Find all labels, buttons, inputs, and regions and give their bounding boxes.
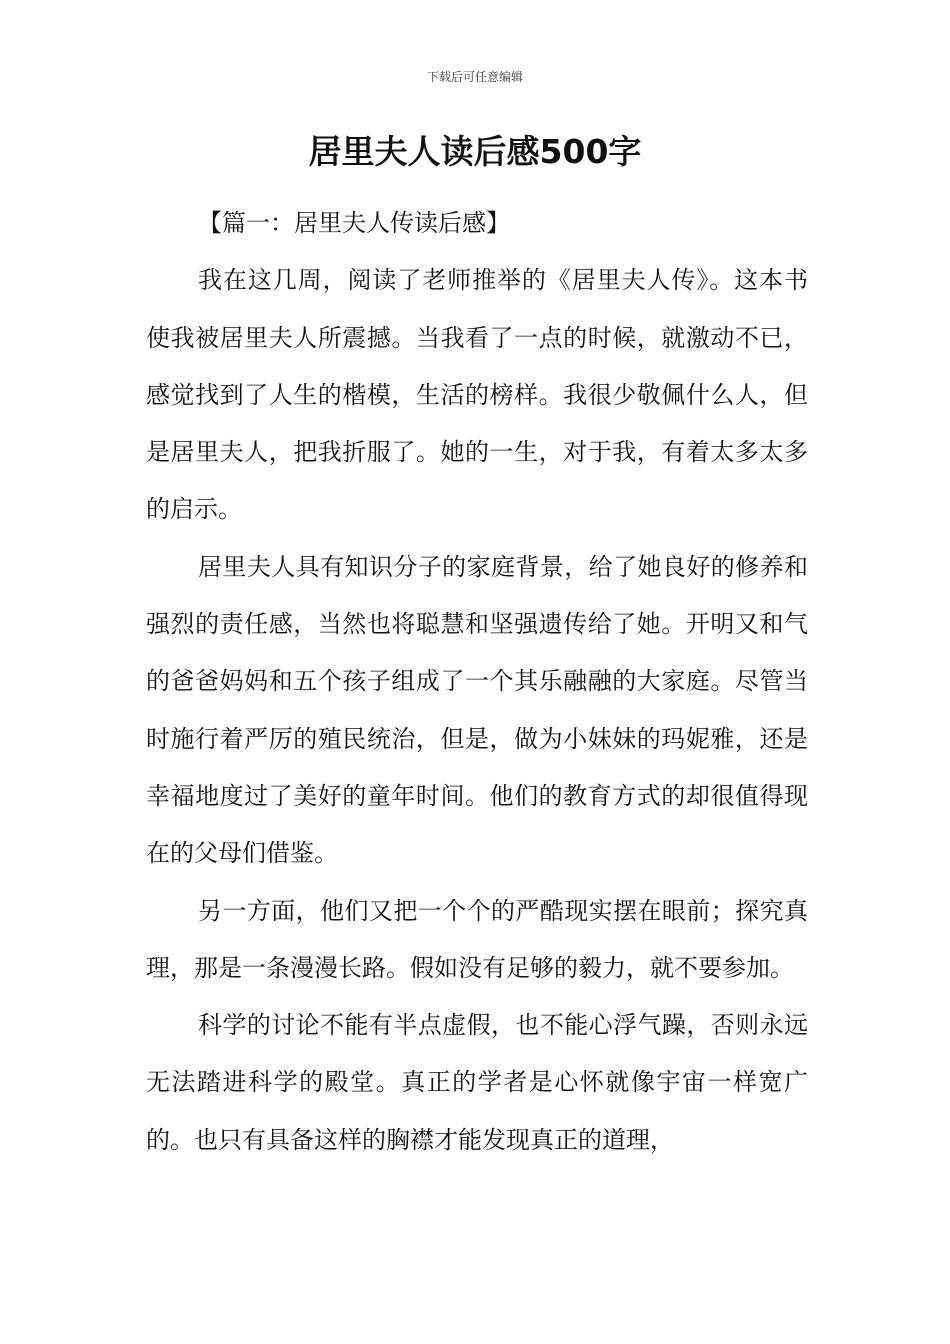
page-header-note: 下载后可任意编辑: [426, 70, 523, 84]
document-title: 居里夫人读后感500字: [308, 132, 642, 171]
body-paragraph-1: 我在这几周，阅读了老师推举的《居里夫人传》。这本书使我被居里夫人所震撼。当我看了一点的时候，就激动不已，感觉找到了人生的楷模，生活的榜样。我很少敬佩什么人，但是居里夫人，把我折服了。她的一生，对于我，有着太多太多的启示。: [146, 266, 808, 524]
body-paragraph-4: 科学的讨论不能有半点虚假，也不能心浮气躁，否则永远无法踏进科学的殿堂。真正的学者是心怀就像宇宙一样宽广的。也只有具备这样的胸襟才能发现真正的道理，: [146, 1011, 808, 1154]
section-heading: 【篇一：居里夫人传读后感】: [198, 209, 510, 237]
body-paragraph-3: 另一方面，他们又把一个个的严酷现实摆在眼前；探究真理，那是一条漫漫长路。假如没有足够的毅力，就不要参加。: [146, 896, 808, 982]
body-paragraph-2: 居里夫人具有知识分子的家庭背景，给了她良好的修养和强烈的责任感，当然也将聪慧和坚强遗传给了她。开明又和气的爸爸妈妈和五个孩子组成了一个其乐融融的大家庭。尽管当时施行着严厉的殖民统治，但是，做为小妹妹的玛妮雅，还是幸福地度过了美好的童年时间。他们的教育方式的却很值得现在的父母们借鉴。: [146, 552, 808, 868]
document-body: [146, 195, 808, 1169]
